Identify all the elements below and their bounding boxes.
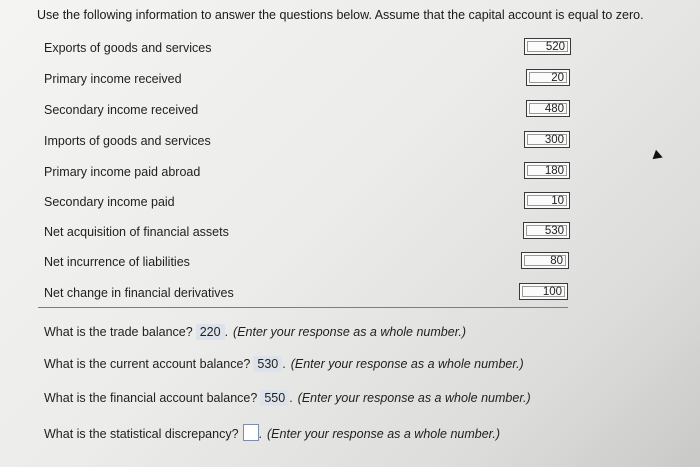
value-box: 20 — [526, 69, 570, 86]
value-box: 100 — [519, 283, 568, 300]
value-box: 180 — [524, 162, 570, 179]
instructions-text: Use the following information to answer the questions below. Assume that the capital account is equal to zero. — [37, 8, 644, 22]
value-box: 80 — [521, 252, 569, 269]
value-box: 520 — [524, 38, 571, 55]
row-label: Secondary income received — [44, 103, 199, 117]
row-label: Primary income received — [44, 72, 182, 86]
answer-input[interactable] — [243, 424, 259, 441]
question-trade-balance: What is the trade balance? 220 . (Enter your response as a whole number.) — [44, 325, 467, 339]
data-row-primary-income-received — [0, 69, 700, 91]
value-box: 480 — [526, 100, 570, 117]
row-label: Secondary income paid — [44, 195, 175, 209]
instruction-note: (Enter your response as a whole number.) — [267, 427, 500, 441]
row-label: Net change in financial derivatives — [44, 286, 234, 300]
question-text: What is the current account balance? — [44, 357, 251, 371]
question-statistical-discrepancy: What is the statistical discrepancy? . (Enter your response as a whole number.) — [44, 424, 500, 441]
data-row-imports — [0, 131, 700, 153]
row-label: Imports of goods and services — [44, 134, 211, 148]
data-row-secondary-income-paid — [0, 192, 700, 214]
data-row-exports — [0, 38, 700, 60]
question-financial-account: What is the financial account balance? 550 . (Enter your response as a whole number.) — [44, 391, 531, 405]
answer-field[interactable]: 220 — [196, 324, 225, 340]
data-row-financial-assets — [0, 222, 700, 244]
value-box: 300 — [524, 131, 570, 148]
data-row-financial-derivatives — [0, 283, 700, 305]
question-current-account: What is the current account balance? 530 . (Enter your response as a whole number.) — [44, 357, 524, 371]
data-row-primary-income-paid — [0, 162, 700, 184]
row-label: Net acquisition of financial assets — [44, 225, 229, 239]
instruction-note: (Enter your response as a whole number.) — [290, 357, 524, 371]
instruction-note: (Enter your response as a whole number.) — [233, 325, 467, 339]
row-label: Net incurrence of liabilities — [44, 255, 190, 269]
answer-field[interactable]: 550 — [260, 390, 289, 406]
row-label: Exports of goods and services — [44, 41, 212, 55]
section-divider — [38, 307, 568, 308]
mouse-cursor-icon — [653, 150, 665, 162]
question-text: What is the trade balance? — [44, 325, 193, 339]
instruction-note: (Enter your response as a whole number.) — [297, 391, 531, 405]
data-row-liabilities — [0, 252, 700, 274]
value-box: 530 — [523, 222, 570, 239]
question-text: What is the statistical discrepancy? — [44, 427, 239, 441]
answer-field[interactable]: 530 — [253, 356, 282, 372]
value-box: 10 — [524, 192, 570, 209]
data-row-secondary-income-received — [0, 100, 700, 122]
row-label: Primary income paid abroad — [44, 165, 201, 179]
question-text: What is the financial account balance? — [44, 391, 258, 405]
